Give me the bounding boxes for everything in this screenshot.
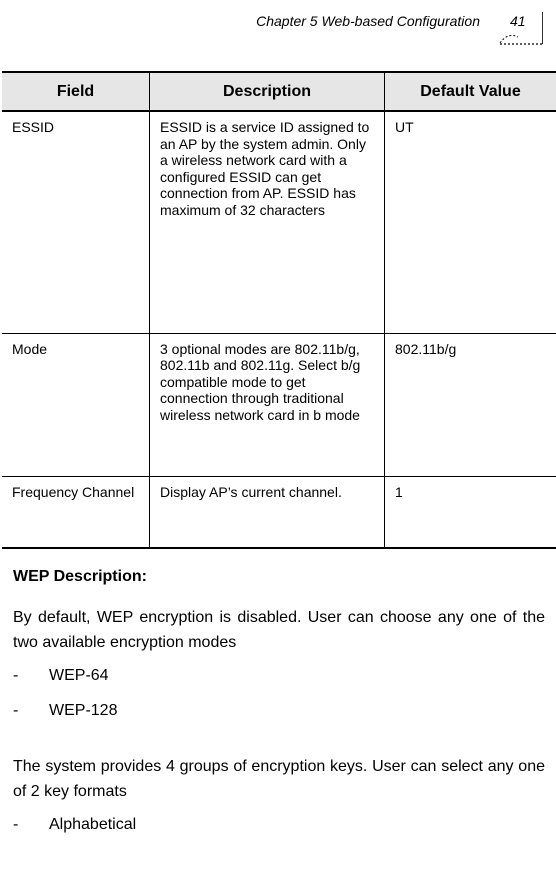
table-row <box>2 476 556 548</box>
settings-table <box>2 71 556 549</box>
column-header-field: Field <box>2 72 150 111</box>
cell-field: Mode <box>2 333 150 476</box>
cell-field: Frequency Channel <box>2 476 150 548</box>
list-item: - WEP-128 <box>13 702 118 719</box>
cell-description: ESSID is a service ID assigned to an AP by the system admin. Only a wireless network card with a configured ESSID can get connection from AP. ESSID has maximum of 32 characters <box>150 111 385 333</box>
paragraph: By default, WEP encryption is disabled. User can choose any one of the two available encryption modes <box>13 609 545 651</box>
wep-section <box>13 567 545 850</box>
encryption-mode-list <box>13 666 545 736</box>
cell-default: 802.11b/g <box>385 333 556 476</box>
key-format-list <box>13 815 545 850</box>
column-header-description: Description <box>150 72 385 111</box>
list-item: - WEP-64 <box>13 667 109 684</box>
chapter-title: Chapter 5 Web-based Configuration <box>256 13 480 29</box>
cell-description: Display AP’s current channel. <box>150 476 385 548</box>
cell-field: ESSID <box>2 111 150 333</box>
cell-default: 1 <box>385 476 556 548</box>
table-header-row <box>2 72 556 111</box>
table-row <box>2 111 556 333</box>
list-item: - Alphabetical <box>13 816 137 833</box>
paragraph: The system provides 4 groups of encryption keys. User can select any one of 2 key formats <box>13 758 545 800</box>
cell-description: 3 optional modes are 802.11b/g, 802.11b and 802.11g. Select b/g compatible mode to get connection through traditional wireless network card in b mode <box>150 333 385 476</box>
table-row <box>2 333 556 476</box>
page-number-box <box>496 10 543 44</box>
page-number: 41 <box>510 13 526 29</box>
cell-default: UT <box>385 111 556 333</box>
column-header-default: Default Value <box>385 72 556 111</box>
page-header <box>0 10 556 48</box>
section-heading: WEP Description: <box>13 568 147 585</box>
